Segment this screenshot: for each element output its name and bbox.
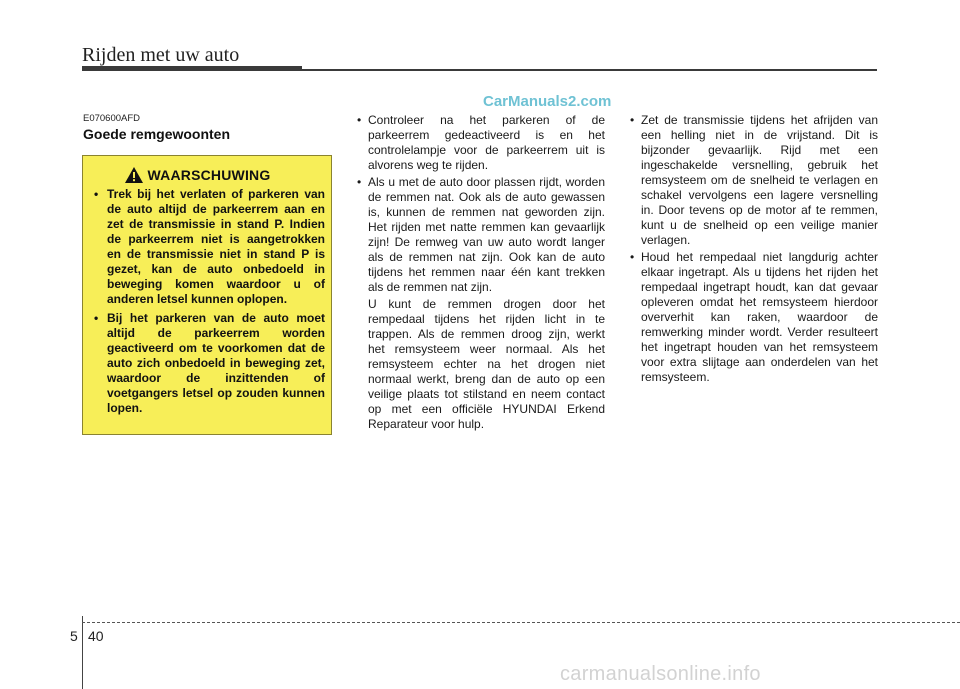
watermark-top: CarManuals2.com (483, 93, 612, 110)
bullet-list (628, 113, 878, 385)
footer-vertical-rule (82, 616, 83, 689)
warning-item (89, 311, 325, 416)
watermark-bottom: carmanualsonline.info (560, 663, 761, 685)
chapter-header-title: Rijden met uw auto (82, 44, 240, 66)
warning-item-text: Bij het parkeren van de auto moet altijd de parkeerrem worden geactiveerd om te voorkomen dat de auto zich onbedoeld in beweging zet, waardoor de inzittenden of voetgangers letsel op zouden kunnen lopen. (107, 311, 325, 415)
text-column-middle (355, 113, 605, 432)
bullet-icon: • (357, 175, 362, 189)
paragraph: U kunt de remmen drogen door het rempedaal tijdens het rijden licht in te trappen. Als de remmen droog zijn, werkt het remsysteem weer normaal. Als het remsysteem echter na het drogen niet normaal werkt, breng dan de auto op een veilige plaats tot stilstand en neem contact op met een officiële HYUNDAI Erkend Reparateur voor hulp. (368, 297, 605, 431)
warning-item-text: Trek bij het verlaten of parkeren van de auto altijd de parkeerrem aan en zet de transmissie in stand P. Indien de parkeerrem niet is aangetrokken en de transmissie niet in stand P is gezet, kan de auto onbedoeld in beweging komen waardoor u of anderen letsel kunnen oplopen. (107, 187, 325, 306)
warning-box (82, 155, 332, 435)
bullet-icon: • (630, 250, 635, 264)
bullet-icon: • (357, 113, 362, 127)
list-item (355, 175, 605, 295)
text-column-right (628, 113, 878, 387)
warning-item (89, 187, 325, 307)
warning-list (89, 187, 325, 416)
list-item-text: Controleer na het parkeren of de parkeerrem gedeactiveerd is en het controlelampje voor de parkeerrem uit is alvorens weg te rijden. (368, 113, 605, 172)
section-code: E070600AFD (83, 113, 141, 124)
header-rule-thick (82, 66, 302, 71)
header-rule-thin (302, 69, 877, 71)
warning-header (69, 166, 325, 184)
section-title: Goede remgewoonten (83, 126, 231, 142)
list-item-text: Zet de transmissie tijdens het afrijden van een helling niet in de vrijstand. Dit is bijzonder gevaarlijk. Rijd met een ingeschakelde versnelling, gebruik het remsysteem om de snelheid te verlagen en schakel vervolgens een lagere versnelling in. Door tevens op de motor af te remmen, kunt u de snelheid op een veilige manier verlagen. (641, 113, 878, 247)
warning-title: WAARSCHUWING (147, 167, 271, 183)
bullet-icon: • (94, 311, 99, 325)
list-item (628, 113, 878, 248)
bullet-icon: • (630, 113, 635, 127)
warning-triangle-icon (124, 166, 144, 184)
page-number: 40 (88, 628, 104, 644)
bullet-list (355, 113, 605, 295)
bullet-icon: • (94, 187, 99, 201)
list-item (628, 250, 878, 385)
list-item-text: Houd het rempedaal niet langdurig achter elkaar ingetrapt. Als u tijdens het rijden het rempedaal ingetrapt houdt, kan dat gevaar opleveren omdat het remsysteem hierdoor oververhit kan raken, waardoor de remwerking minder wordt. Verder resulteert het ingetrapt houden van het remsysteem voor extra slijtage aan onderdelen van het remsysteem. (641, 250, 878, 384)
list-item-text: Als u met de auto door plassen rijdt, worden de remmen nat. Ook als de auto gewassen is, kunnen de remmen nat geworden zijn. Het rijden met natte remmen kan gevaarlijk zijn! De remweg van uw auto wordt langer als de remmen nat zijn. Ook kan de auto tijdens het remmen naar één kant trekken als de remmen nat zijn. (368, 175, 605, 294)
footer-dashed-rule (82, 622, 960, 623)
list-item (355, 113, 605, 173)
chapter-number: 5 (70, 628, 78, 644)
